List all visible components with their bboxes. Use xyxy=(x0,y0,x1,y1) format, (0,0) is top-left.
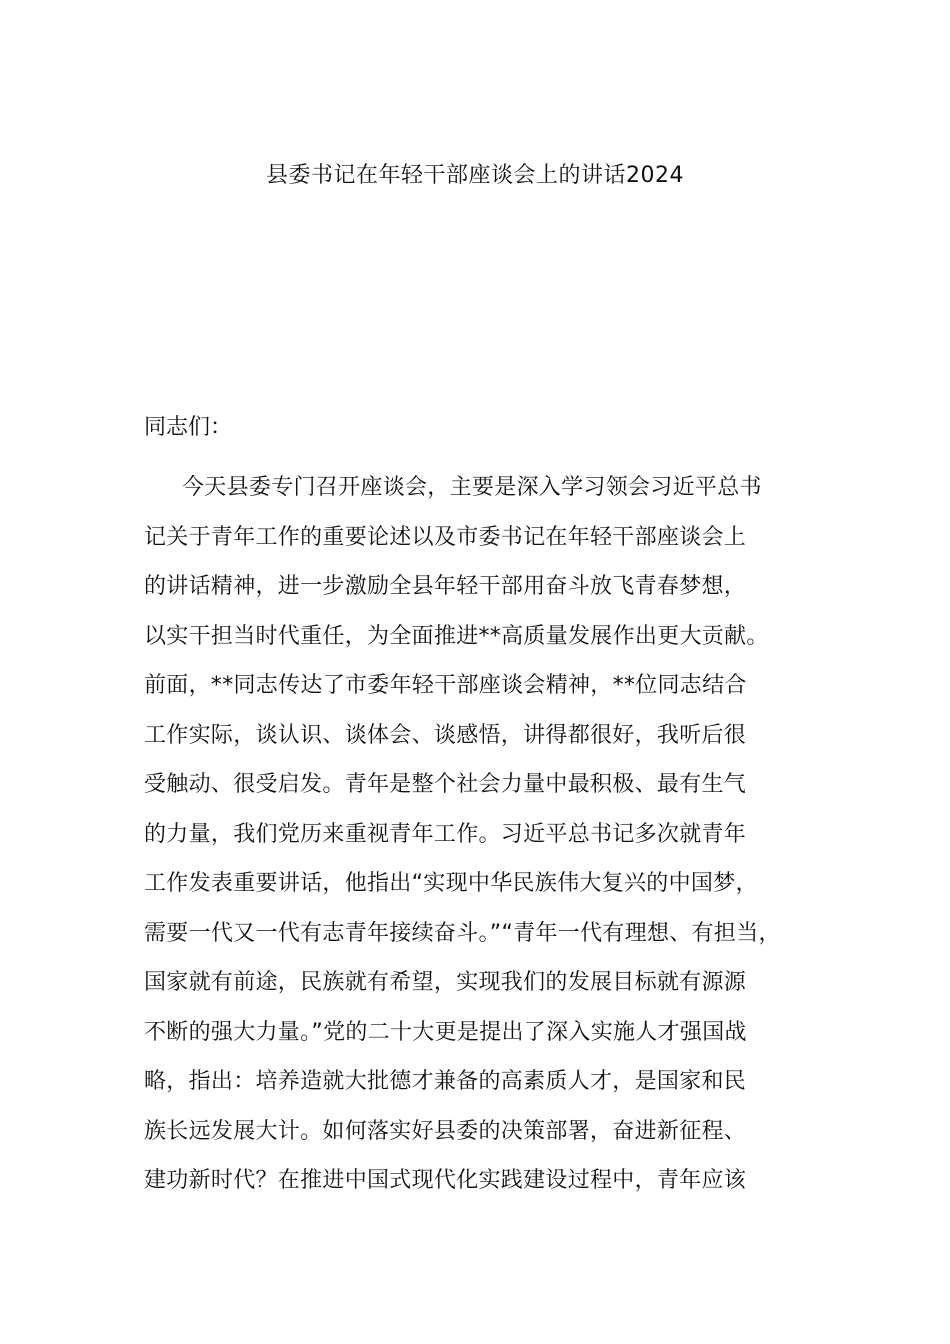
paragraph-line: 今天县委专门召开座谈会，主要是深入学习领会习近平总书 xyxy=(182,475,762,500)
paragraph-line: 不断的强大力量。”党的二十大更是提出了深入实施人才强国战 xyxy=(144,1019,747,1045)
paragraph-line: 工作实际，谈认识、谈体会、谈感悟，讲得都很好，我听后很 xyxy=(144,722,747,748)
paragraph-line: 的讲话精神，进一步激励全县年轻干部用奋斗放飞青春梦想， xyxy=(144,574,747,599)
salutation: 同志们： xyxy=(144,415,233,440)
paragraph-line: 前面，**同志传达了市委年轻干部座谈会精神，**位同志结合 xyxy=(144,673,747,698)
paragraph-line: 以实干担当时代重任，为全面推进**高质量发展作出更大贡献。 xyxy=(144,623,769,649)
document-title: 县委书记在年轻干部座谈会上的讲话2024 xyxy=(266,163,684,188)
paragraph-line: 的力量，我们党历来重视青年工作。习近平总书记多次就青年 xyxy=(144,821,747,847)
paragraph-line: 需要一代又一代有志青年接续奋斗。”“青年一代有理想、有担当， xyxy=(144,920,781,946)
paragraph-line: 国家就有前途，民族就有希望，实现我们的发展目标就有源源 xyxy=(144,970,747,995)
paragraph-line: 工作发表重要讲话，他指出“实现中华民族伟大复兴的中国梦， xyxy=(144,871,758,896)
body-paragraph xyxy=(144,470,844,1213)
paragraph-line: 记关于青年工作的重要论述以及市委书记在年轻干部座谈会上 xyxy=(144,524,747,550)
paragraph-line: 略，指出：培养造就大批德才兼备的高素质人才，是国家和民 xyxy=(144,1069,747,1094)
paragraph-line: 受触动、很受启发。青年是整个社会力量中最积极、最有生气 xyxy=(144,772,747,797)
paragraph-line: 建功新时代？在推进中国式现代化实践建设过程中，青年应该 xyxy=(144,1168,747,1193)
paragraph-line: 族长远发展大计。如何落实好县委的决策部署，奋进新征程、 xyxy=(144,1118,747,1144)
